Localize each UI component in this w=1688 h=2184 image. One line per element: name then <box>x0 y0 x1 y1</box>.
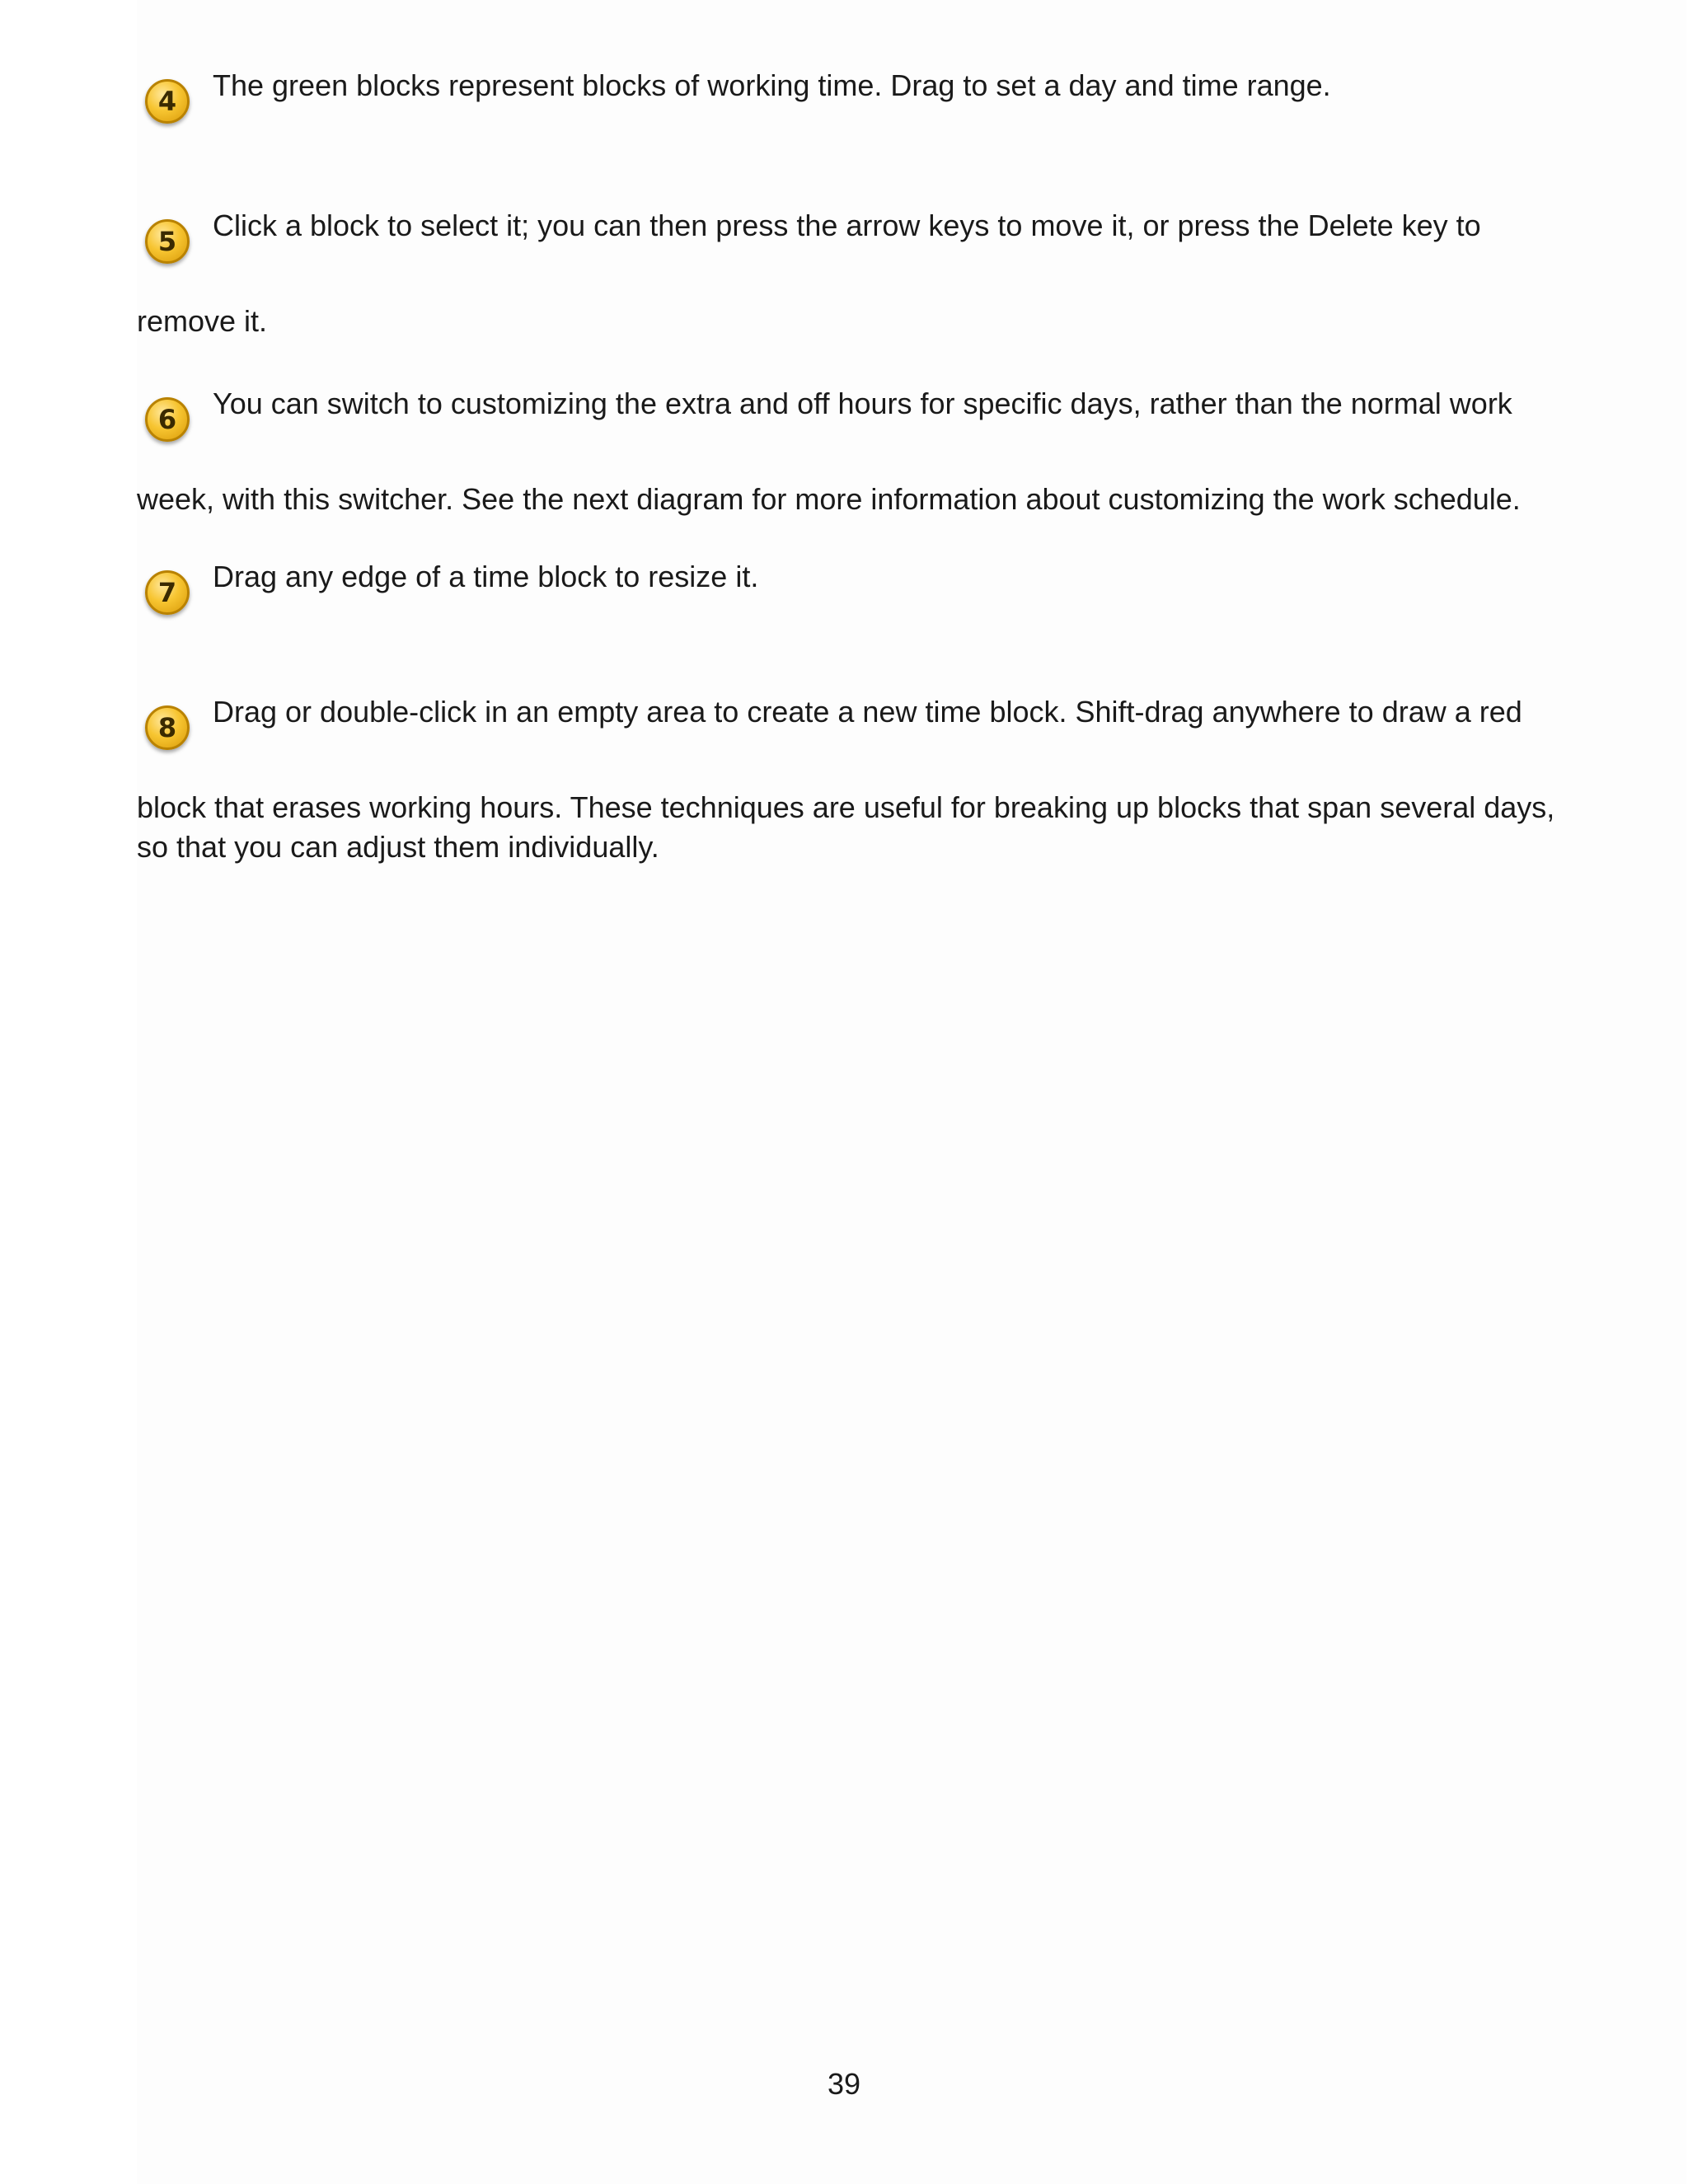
callout-text: Drag any edge of a time block to resize it. <box>213 560 759 593</box>
badge-number: 4 <box>157 86 177 117</box>
badge-number: 7 <box>157 577 177 608</box>
number-5-badge-icon <box>145 219 190 264</box>
callout-first-line <box>137 557 1571 648</box>
callout-first-line <box>137 66 1571 157</box>
callout-continuation: block that erases working hours. These techniques are useful for breaking up blocks that span several days, so that you can adjust them individually. <box>137 790 1555 864</box>
callout-first-line <box>137 692 1571 783</box>
badge-number: 5 <box>157 226 177 257</box>
callout-text: Click a block to select it; you can then press the arrow keys to move it, or press the Delete key to <box>213 209 1481 242</box>
badge-number: 8 <box>157 712 177 743</box>
callout-4 <box>137 66 1571 157</box>
callout-text: You can switch to customizing the extra and off hours for specific days, rather than the normal work <box>213 387 1512 420</box>
callout-text: The green blocks represent blocks of working time. Drag to set a day and time range. <box>213 68 1331 102</box>
callout-7 <box>137 557 1571 648</box>
callout-continuation: remove it. <box>137 304 268 338</box>
callout-5 <box>137 206 1571 341</box>
number-7-badge-icon <box>145 570 190 615</box>
callout-8 <box>137 692 1571 867</box>
callout-first-line <box>137 206 1571 297</box>
number-6-badge-icon <box>145 397 190 442</box>
callout-text: Drag or double-click in an empty area to create a new time block. Shift-drag anywhere to draw a red <box>213 695 1522 729</box>
callout-6 <box>137 384 1571 519</box>
badge-number: 6 <box>157 404 177 435</box>
page-number: 39 <box>827 2067 861 2101</box>
callout-first-line <box>137 384 1571 475</box>
number-8-badge-icon <box>145 705 190 750</box>
callout-continuation: week, with this switcher. See the next diagram for more information about customizing the work schedule. <box>137 482 1521 516</box>
number-4-badge-icon <box>145 79 190 124</box>
